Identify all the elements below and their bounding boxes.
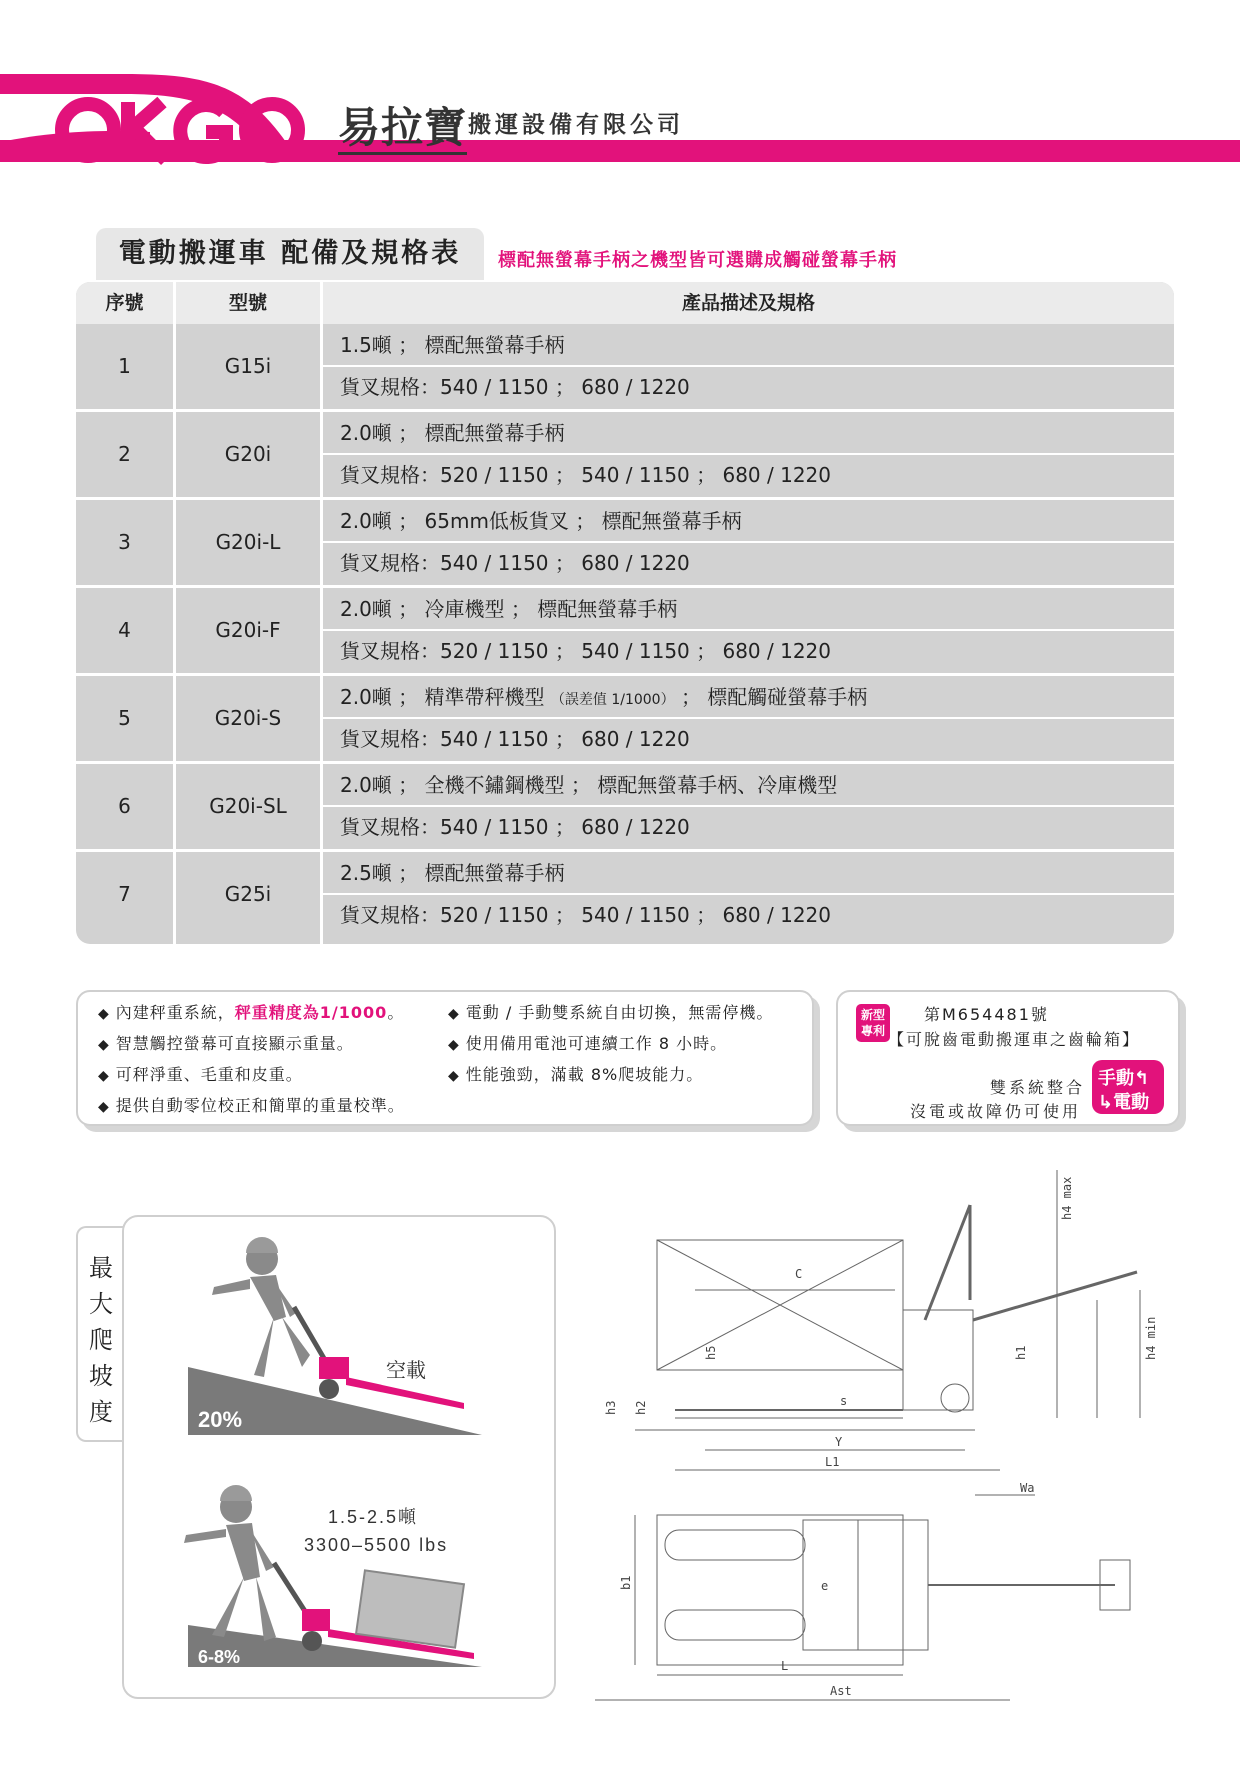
table-row <box>76 852 1174 937</box>
row-model: G20i-S <box>214 706 282 730</box>
feature-item: ◆ 智慧觸控螢幕可直接顯示重量。 <box>98 1034 354 1053</box>
svg-text:h3: h3 <box>604 1400 618 1415</box>
table-row <box>76 676 1174 761</box>
table-row <box>76 764 1174 849</box>
row-fork: 貨叉規格：540 / 1150 ； 680 / 1220 <box>340 551 690 575</box>
feature-item: ◆ 使用備用電池可連續工作 8 小時。 <box>448 1034 728 1053</box>
svg-text:6-8%: 6-8% <box>198 1647 241 1667</box>
slope-tab: 最 大 爬 坡 度 <box>76 1226 124 1442</box>
row-seq: 4 <box>118 618 131 642</box>
row-model: G25i <box>224 882 272 906</box>
row-seq: 5 <box>118 706 131 730</box>
header-seq: 序號 <box>105 292 144 314</box>
svg-text:L: L <box>781 1659 789 1673</box>
feature-item: ◆ 性能強勁，滿載 8%爬坡能力。 <box>448 1065 704 1084</box>
brand-bar <box>0 140 1240 162</box>
svg-text:h2: h2 <box>634 1400 648 1415</box>
svg-text:h1: h1 <box>1014 1345 1028 1360</box>
svg-text:e: e <box>821 1579 829 1593</box>
patent-number: 第M654481號 <box>924 1005 1049 1024</box>
row-desc: 2.5噸 ； 標配無螢幕手柄 <box>340 861 565 885</box>
table-row <box>76 324 1174 409</box>
row-fork: 貨叉規格：520 / 1150 ； 540 / 1150 ； 680 / 1220 <box>340 903 832 927</box>
svg-text:h4 min: h4 min <box>1144 1316 1158 1360</box>
row-model: G20i-L <box>215 530 281 554</box>
row-desc: 2.0噸 ； 精準帶秤機型 （誤差值 1/1000） ； 標配觸碰螢幕手柄 <box>340 685 868 709</box>
row-fork: 貨叉規格：540 / 1150 ； 680 / 1220 <box>340 727 690 751</box>
patent-box <box>836 990 1180 1126</box>
patent-badge: 新型 專利 <box>856 1004 890 1042</box>
mode-switch-badge: 手動↰ ↳電動 <box>1092 1060 1164 1114</box>
svg-text:1.5-2.5噸: 1.5-2.5噸 <box>328 1507 419 1527</box>
svg-text:3300–5500 lbs: 3300–5500 lbs <box>304 1535 449 1555</box>
table-header <box>76 282 1174 324</box>
header-desc: 產品描述及規格 <box>681 292 815 314</box>
svg-text:b1: b1 <box>619 1575 633 1590</box>
row-fork: 貨叉規格：540 / 1150 ； 680 / 1220 <box>340 815 690 839</box>
patent-text: 雙系統整合 <box>990 1078 1086 1097</box>
row-model: G15i <box>224 354 272 378</box>
feature-box <box>76 990 814 1126</box>
header-model: 型號 <box>228 292 267 314</box>
brand-subtitle: 搬運設備有限公司 <box>468 112 684 138</box>
svg-text:Y: Y <box>835 1435 843 1449</box>
patent-name: 【可脫齒電動搬運車之齒輪箱】 <box>888 1030 1141 1049</box>
svg-text:C: C <box>795 1267 803 1281</box>
table-row <box>76 588 1174 673</box>
row-seq: 7 <box>118 882 131 906</box>
svg-text:空載: 空載 <box>386 1360 426 1382</box>
slope-panel <box>122 1215 556 1699</box>
row-seq: 2 <box>118 442 131 466</box>
row-model: G20i <box>224 442 272 466</box>
dimension-drawing <box>595 1160 1185 1705</box>
row-desc: 2.0噸 ； 標配無螢幕手柄 <box>340 421 565 445</box>
row-seq: 6 <box>118 794 131 818</box>
feature-item: ◆ 內建秤重系統，秤重精度為1/1000。 <box>98 1003 405 1022</box>
feature-item: ◆ 電動 / 手動雙系統自由切換，無需停機。 <box>448 1003 774 1022</box>
row-seq: 3 <box>118 530 131 554</box>
brand-name: 易拉寶 <box>338 95 467 155</box>
svg-text:Ast: Ast <box>830 1684 852 1698</box>
page-title: 電動搬運車 配備及規格表 <box>96 228 484 280</box>
patent-text: 沒電或故障仍可使用 <box>910 1102 1082 1121</box>
svg-text:h5: h5 <box>704 1345 718 1360</box>
row-desc: 2.0噸 ； 冷庫機型 ； 標配無螢幕手柄 <box>340 597 678 621</box>
table-row <box>76 412 1174 497</box>
svg-text:L1: L1 <box>825 1455 840 1469</box>
title-note: 標配無螢幕手柄之機型皆可選購成觸碰螢幕手柄 <box>498 250 897 271</box>
row-seq: 1 <box>118 354 131 378</box>
feature-item: ◆ 提供自動零位校正和簡單的重量校準。 <box>98 1096 405 1115</box>
row-fork: 貨叉規格：520 / 1150 ； 540 / 1150 ； 680 / 1220 <box>340 639 832 663</box>
row-model: G20i-SL <box>209 794 287 818</box>
spec-table <box>76 282 1174 944</box>
row-fork: 貨叉規格：520 / 1150 ； 540 / 1150 ； 680 / 1220 <box>340 463 832 487</box>
feature-item: ◆ 可秤淨重、毛重和皮重。 <box>98 1065 303 1084</box>
row-desc: 2.0噸 ； 65mm低板貨叉 ； 標配無螢幕手柄 <box>340 509 742 533</box>
row-desc: 2.0噸 ； 全機不鏽鋼機型 ； 標配無螢幕手柄、冷庫機型 <box>340 773 838 797</box>
row-model: G20i-F <box>215 618 281 642</box>
slope-illustration <box>124 1217 554 1697</box>
table-row <box>76 500 1174 585</box>
svg-text:h4 max: h4 max <box>1060 1176 1074 1220</box>
svg-text:20%: 20% <box>198 1407 243 1432</box>
row-desc: 1.5噸 ； 標配無螢幕手柄 <box>340 333 565 357</box>
svg-text:s: s <box>840 1394 848 1408</box>
row-fork: 貨叉規格：540 / 1150 ； 680 / 1220 <box>340 375 690 399</box>
svg-text:Wa: Wa <box>1020 1481 1035 1495</box>
